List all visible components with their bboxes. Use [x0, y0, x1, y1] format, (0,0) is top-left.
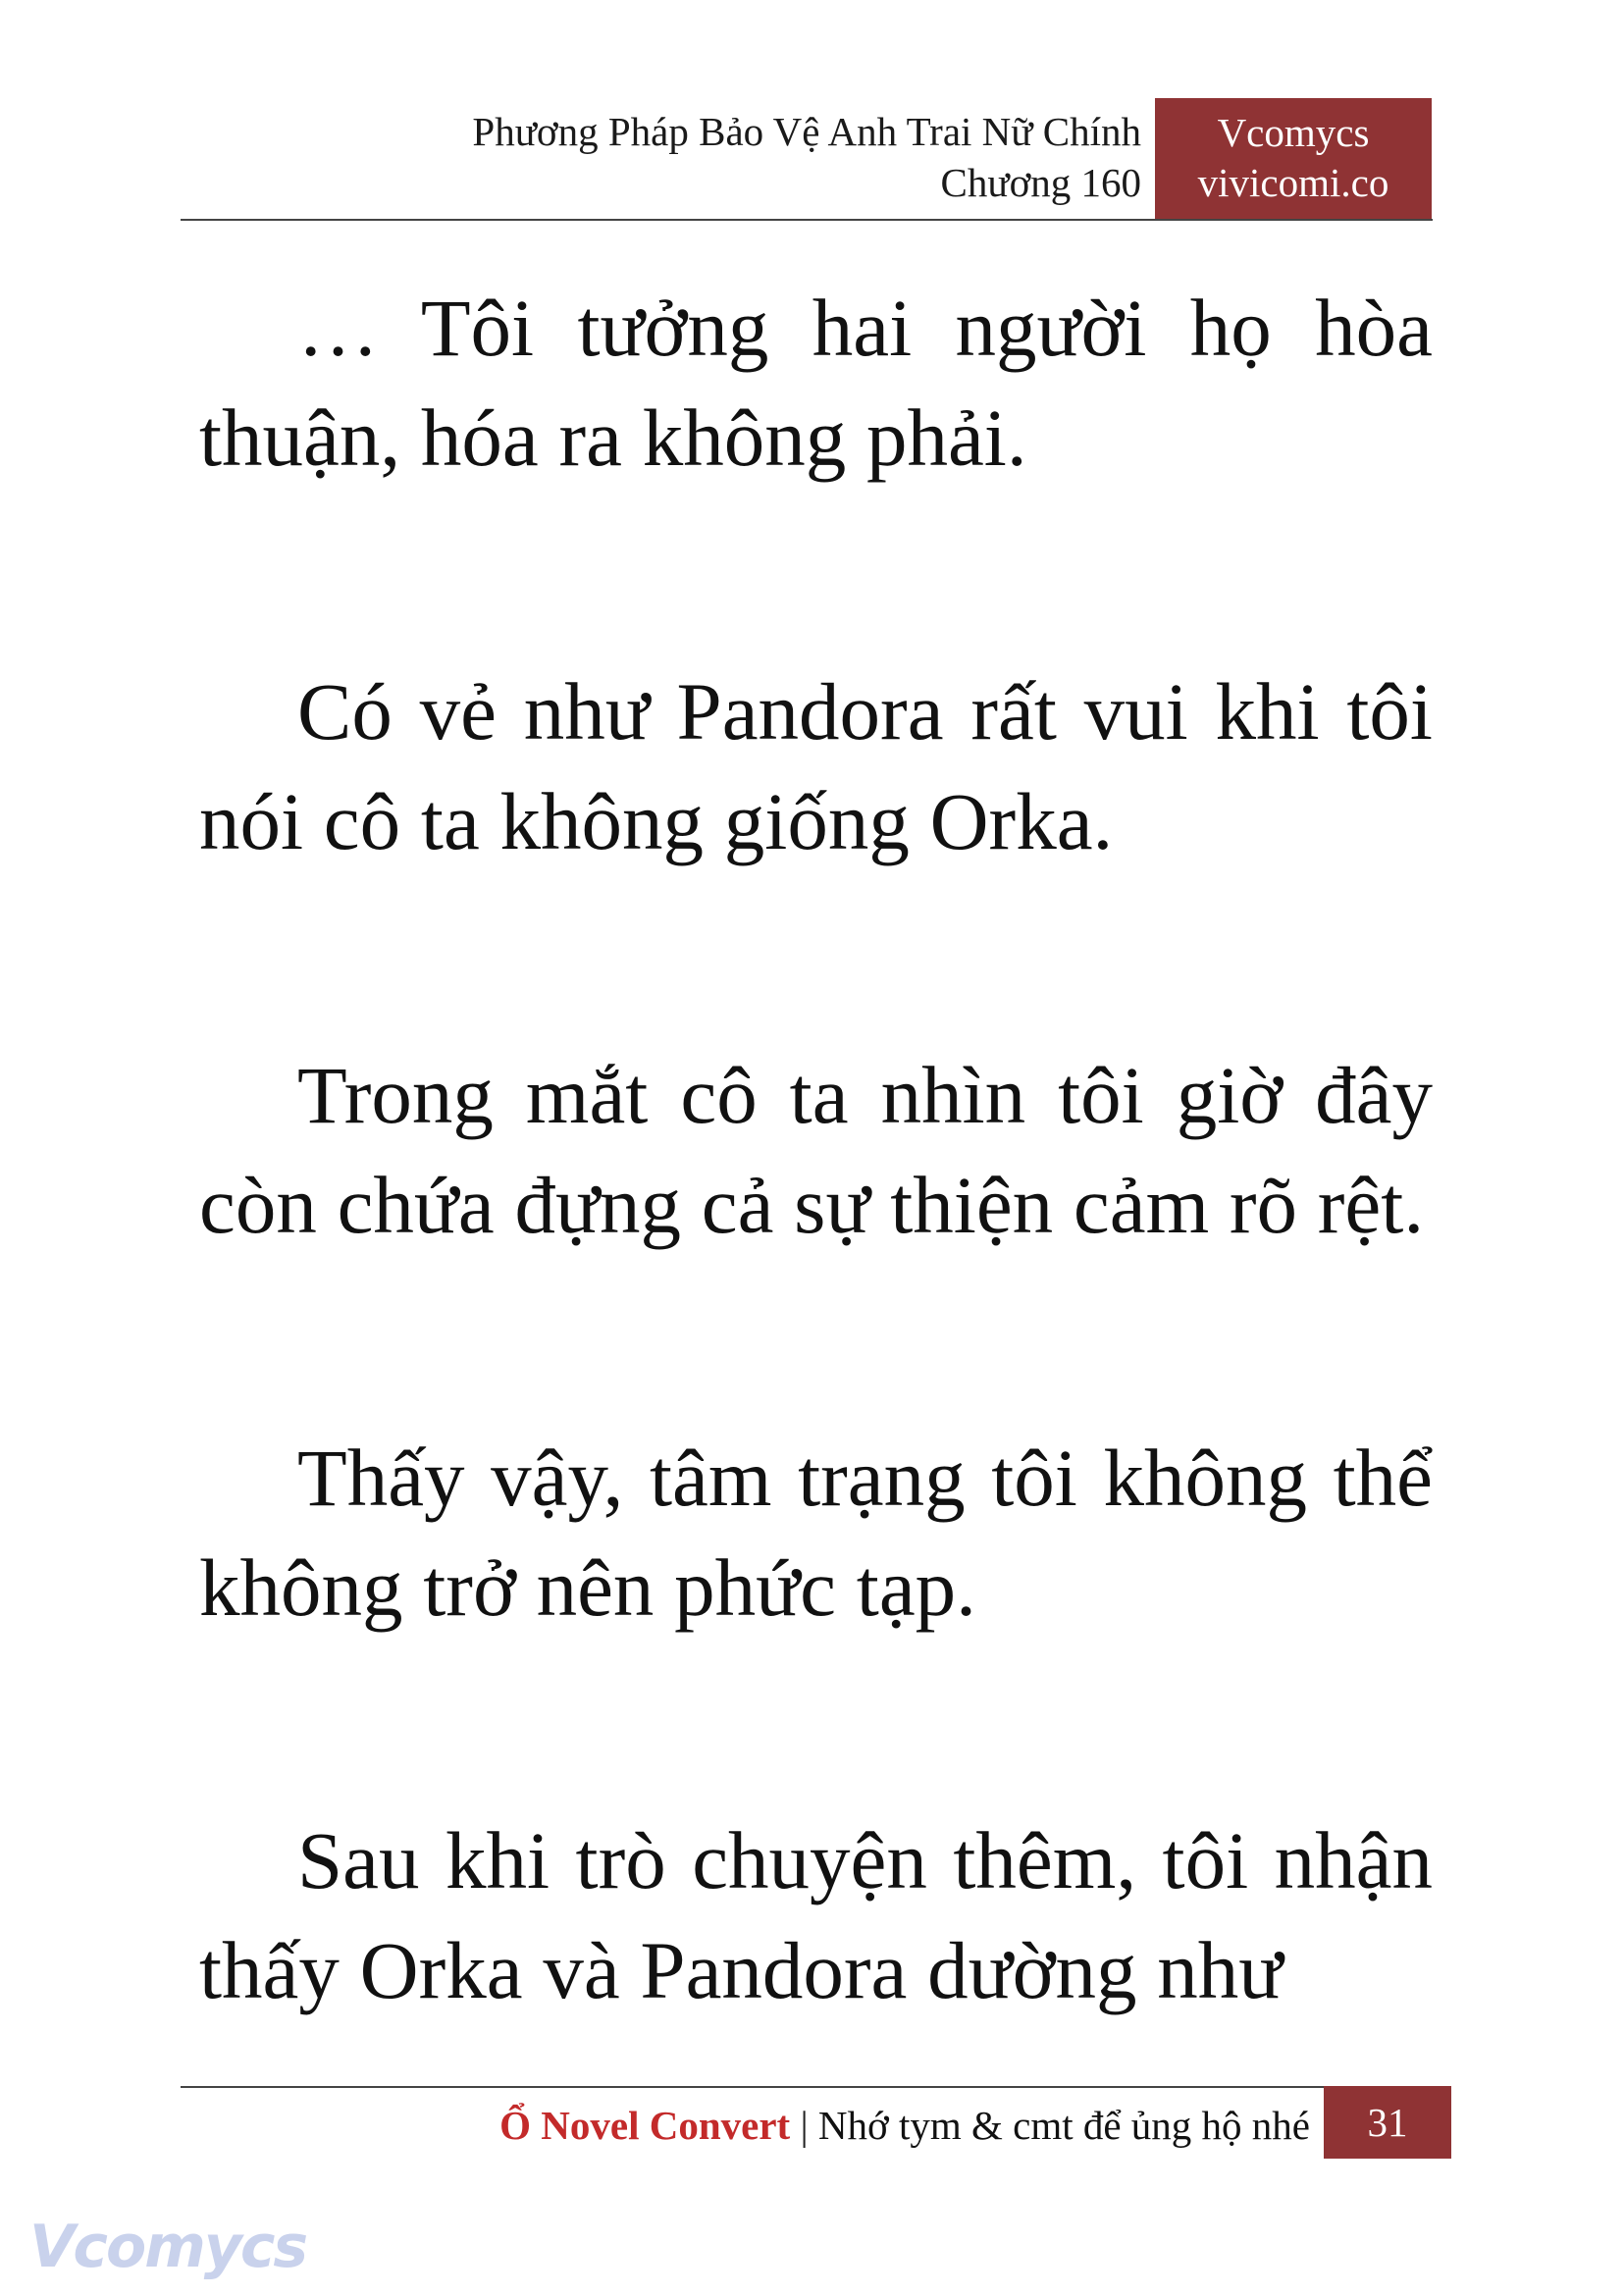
footer-line — [499, 2100, 1310, 2151]
paragraph-1: … Tôi tưởng hai người họ hòa thuận, hóa ra không phải. — [199, 283, 1433, 483]
paragraph-5: Sau khi trò chuyện thêm, tôi nhận thấy Orka và Pandora dường như — [199, 1815, 1433, 2015]
brand-name: Vcomycs — [1217, 110, 1370, 155]
footer-message: Nhớ tym & cmt để ủng hộ nhé — [817, 2103, 1310, 2148]
footer-divider — [181, 2086, 1446, 2088]
brand-box — [1155, 98, 1432, 220]
footer-brand: Ổ Novel Convert — [499, 2103, 791, 2148]
chapter-label: Chương 160 — [940, 160, 1141, 205]
footer-separator: | — [800, 2103, 809, 2148]
paragraph-2: Có vẻ như Pandora rất vui khi tôi nói cô ta không giống Orka. — [199, 666, 1433, 866]
header-title-block — [472, 106, 1141, 208]
paragraph-3: Trong mắt cô ta nhìn tôi giờ đây còn chứa đựng cả sự thiện cảm rõ rệt. — [199, 1050, 1433, 1250]
watermark-logo: Vcomycs — [29, 2213, 307, 2281]
header-divider — [181, 219, 1433, 221]
book-title: Phương Pháp Bảo Vệ Anh Trai Nữ Chính — [472, 109, 1141, 154]
paragraph-4: Thấy vậy, tâm trạng tôi không thể không trở nên phức tạp. — [199, 1433, 1433, 1633]
page-number: 31 — [1324, 2086, 1451, 2159]
brand-site: vivicomi.co — [1197, 160, 1389, 205]
